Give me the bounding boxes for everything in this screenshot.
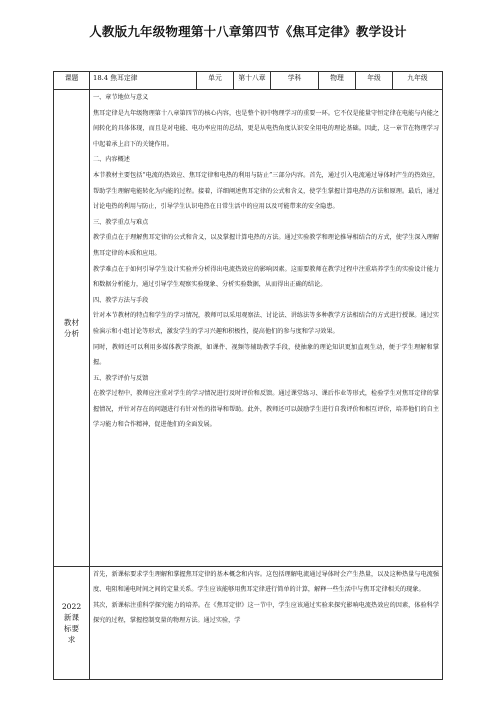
paragraph: 教学难点在于如何引导学生设计实验并分析得出电流热效应的影响因素。这需要教师在教学过程中注重培养学生的实验设计能力和数据分析能力，通过引导学生观察实验现象、分析实验数据，从而得出正确的结论。 [93,265,439,289]
paragraph: 教学重点在于理解焦耳定律的公式和含义，以及掌握计算电热的方法。通过实验教学和理论推导相结合的方式，使学生深入理解焦耳定律的本质和应用。 [93,234,439,257]
paragraph: 焦耳定律是九年级物理第十八章第四节的核心内容，也是整个初中物理学习的重要一环。它不仅是能量守恒定律在电能与内能之间转化的具体体现，而且是对电能、电功率应用的总结，更是从电热角度认识安全用电的理论基础。因此，这一章节在物理学习中起着承上启下的关键作用。 [93,109,439,148]
unit-value: 第十八章 [234,72,271,90]
course-label: 课题 [54,72,90,90]
standard-side-label-line2: 新课 [63,613,80,622]
analysis-side-label-line1: 教材 [63,318,80,327]
grade-value: 九年级 [393,72,443,90]
paragraph: 在教学过程中，教师应注重对学生的学习情况进行及时评价和反馈。通过课堂练习、课后作业等形式，检验学生对焦耳定律的掌握情况，并针对存在的问题进行有针对性的指导和帮助。此外，教师还可以鼓励学生进行自我评价和相互评价，培养他们的自主学习能力和合作精神，促进他们的全面发展。 [93,390,439,429]
section-heading: 二、内容概述 [93,156,130,164]
standard-side-label [54,567,90,680]
section-heading: 三、教学重点与难点 [93,218,149,226]
analysis-row [54,90,443,567]
paragraph: 本节教材主要包括“电流的热效应、焦耳定律和电热的利用与防止”三部分内容。首先，通过引入电流通过导体时产生的热效应，帮助学生理解电能转化为内能的过程。接着，详细阐述焦耳定律的公式和含义，使学生掌握计算电热的方法和原理。最后，通过讨论电热的利用与防止，引导学生认识电热在日常生活中的应用以及可能带来的安全隐患。 [93,171,439,211]
course-value: 18.4 焦耳定律 [90,72,197,90]
standard-content [90,567,443,680]
section-heading: 四、教学方法与手段 [93,296,149,304]
paragraph: 同时，教师还可以利用多媒体教学资源，如课件、视频等辅助教学手段，使抽象的理论知识更加直观生动，便于学生理解和掌握。 [93,343,439,367]
standard-side-label-line1: 2022 [61,602,82,611]
analysis-side-label [54,90,90,567]
analysis-side-label-line2: 分析 [63,329,80,338]
section-heading: 一、章节地位与意义 [93,94,149,101]
section-heading: 五、教学评价与反馈 [93,374,149,382]
paragraph: 首先，新课标要求学生理解和掌握焦耳定律的基本概念和内容。这包括理解电流通过导体时会产生热量，以及这种热量与电流强度、电阻和通电时间之间的定量关系。学生应该能够用焦耳定律进行简单的计算，解释一些生活中与焦耳定律相关的现象。 [93,571,439,594]
analysis-content [90,90,443,567]
subject-value: 物理 [319,72,356,90]
paragraph: 针对本节教材的特点和学生的学习情况，教师可以采用观察法、讨论法、讲练法等多种教学方法相结合的方式进行授课。通过实验演示和小组讨论等形式，激发学生的学习兴趣和积极性，提高他们的参与度和学习效果。 [93,312,439,335]
header-row [54,72,443,90]
standard-side-label-line4: 求 [67,635,76,644]
standard-side-label-line3: 标要 [63,624,80,633]
grade-label: 年级 [356,72,393,90]
lesson-plan-table [53,71,443,680]
paragraph: 其次，新课标注重科学探究能力的培养。在《焦耳定律》这一节中，学生应该通过实验来探究影响电流热效应的因素，体验科学探究的过程，掌握控制变量的物理方法。通过实验，学 [93,601,439,625]
subject-label: 学科 [271,72,319,90]
page-title: 人教版九年级物理第十八章第四节《焦耳定律》教学设计 [89,24,407,39]
standard-row [54,567,443,680]
unit-label: 单元 [197,72,234,90]
